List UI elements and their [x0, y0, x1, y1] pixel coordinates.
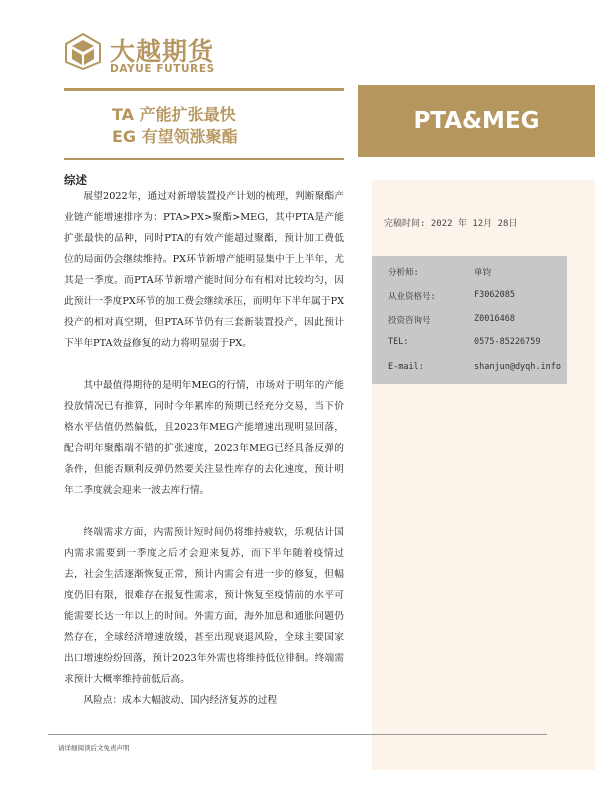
consulting-value: Z0016468 [474, 314, 515, 324]
qualification-label: 从业资格号: [388, 292, 436, 302]
tel-value: 0575-85226759 [474, 337, 541, 347]
company-logo [64, 30, 224, 78]
brand-name-en: DAYUE FUTURES [110, 63, 215, 75]
analyst-label: 分析师: [388, 268, 419, 278]
email-value[interactable]: shanjun@dyqh.info [474, 362, 561, 372]
consulting-label: 投资咨询号 [388, 316, 431, 326]
tel-label: TEL: [388, 337, 409, 347]
logo-mark-icon [64, 32, 102, 70]
summary-paragraph-3: 终端需求方面，内需预计短时间仍将维持疲软，乐观估计国内需求需要到一季度之后才会迎来复苏，而下半年随着疫情过去，社会生活逐渐恢复正常，预计内需会有进一步的修复，但幅度仍旧有限，很难存在报复性需求，预计恢复至疫情前的水平可能需要长达一年以上的时间。外需方面，海外加息和通胀问题仍然存在，全球经济增速放缓，甚至出现衰退风险，全球主要国家出口增速纷纷回落，预计2023年外需也将维持低位徘徊。终端需求预计大概率维持前低后高。 [64, 527, 344, 685]
product-banner [358, 85, 595, 157]
summary-paragraph-1: 展望2022年，通过对新增装置投产计划的梳理，判断聚酯产业链产能增速排序为：PTA>PX>聚酯>MEG，其中PTA是产能扩张最快的品种，同时PTA的有效产能超过聚酯，预计加工费低位的局面仍会继续维持。PX环节新增产能明显集中于上半年，尤其是一季度。而PTA环节新增产能时间分布有相对比较均匀，因此预计一季度PX环节的加工费会继续承压，而明年下半年属于PX投产的相对真空期，但PTA环节仍有三套新装置投产，因此预计下半年PTA效益修复的动力将明显弱于PX。 [64, 191, 344, 349]
title-divider [64, 158, 344, 160]
footer-divider [48, 734, 547, 735]
risk-paragraph: 风险点：成本大幅波动、国内经济复苏的过程 [83, 695, 278, 706]
report-title-line-2: EG 有望领涨聚酯 [112, 127, 238, 146]
analyst-value: 单钧 [474, 268, 492, 278]
brand-name-cn: 大越期货 [110, 37, 215, 66]
summary-heading: 综述 [64, 173, 87, 187]
product-name: PTA&MEG [413, 108, 540, 134]
header-divider [64, 88, 344, 91]
qualification-value: F3062085 [474, 290, 515, 300]
summary-paragraph-2: 其中最值得期待的是明年MEG的行情，市场对于明年的产能投放情况已有推算，同时今年累库的预期已经充分交易，当下价格水平估值仍然偏低，且2023年MEG产能增速出现明显回落，配合明年聚酯端不错的扩张速度，2023年MEG已经具备反弹的条件，但能否顺利反弹仍然要关注显性库存的去化速度，预计明年二季度就会迎来一波去库行情。 [64, 380, 344, 496]
footer-disclaimer: 请详细阅读后文免责声明 [58, 744, 130, 752]
email-label: E-mail: [388, 362, 424, 372]
analyst-info-box [372, 256, 567, 384]
completion-date: 完稿时间: 2022 年 12月 28日 [384, 219, 518, 229]
report-title-line-1: TA 产能扩张最快 [112, 105, 236, 124]
